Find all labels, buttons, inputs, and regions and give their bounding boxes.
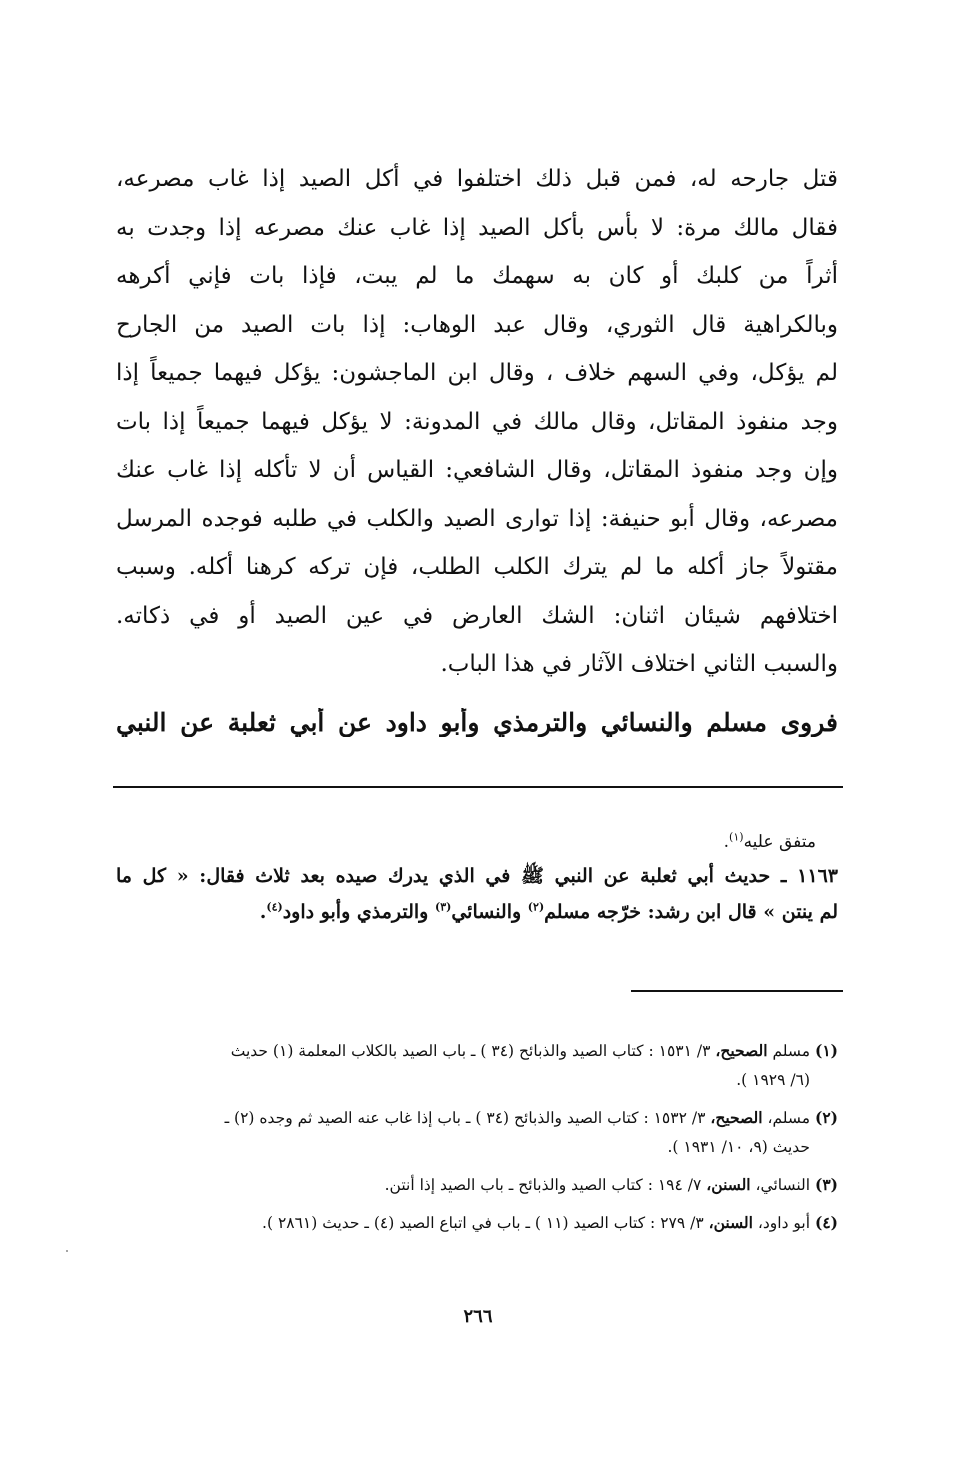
footnote-ref-number: ٣/ ١٥٣١ — [658, 1042, 711, 1060]
footnote-book: الصحيح، — [715, 1041, 768, 1060]
footnote-text: : كتاب الصيد والذبائح ـ باب الصيد إذا أنتن. — [384, 1176, 653, 1194]
body-line: وإن وجد منفوذ المقاتل، وقال الشافعي: القياس أن لا تأكله إذا غاب عنك — [116, 457, 838, 483]
hadith-text: والترمذي وأبو داود — [282, 901, 435, 923]
footnote-text: : كتاب الصيد والذبائح (٣٤ ) ـ باب الصيد بالكلاب المعلمة (١) حديث — [230, 1042, 654, 1060]
footnote-item — [108, 1036, 838, 1095]
page-number: ٢٦٦ — [463, 1306, 493, 1327]
note-intro — [116, 826, 838, 858]
hadith-line: ١١٦٣ ـ حديث أبي ثعلبة عن النبي ﷺ في الذي يدرك صيده بعد ثلاث فقال: « كل ما — [116, 865, 838, 887]
footnote-item — [108, 1208, 838, 1238]
footnote-continuation: حديث (٩، ١٠/ ١٩٣١ ). — [667, 1138, 810, 1156]
hadith-lead-line: فروى مسلم والنسائي والترمذي وأبو داود عن أبي ثعلبة عن النبي — [116, 708, 838, 737]
footnote-author: مسلم، — [767, 1109, 811, 1127]
body-line: لم يؤكل، وفي السهم خلاف ، وقال ابن الماجشون: يؤكل فيهما جميعاً إذا — [116, 360, 838, 386]
footnote-text: : كتاب الصيد والذبائح (٣٤ ) ـ باب إذا غاب عنه الصيد ثم وجده (٢) ـ — [224, 1109, 649, 1127]
footnote-book: السنن، — [706, 1175, 751, 1194]
note-intro-end: . — [723, 832, 730, 852]
hadith-line — [116, 894, 838, 930]
body-line: قتل جارحه له، فمن قبل ذلك اختلفوا في أكل الصيد إذا غاب مصرعه، — [116, 166, 838, 192]
footnote-ref: (٣) — [434, 900, 452, 914]
footnote-author: مسلم — [772, 1042, 811, 1060]
footnote-author: أبو داود، — [757, 1214, 811, 1232]
footnotes-list — [108, 1036, 838, 1246]
body-line: فقال مالك مرة: لا بأس بأكل الصيد إذا غاب عنك مصرعه إذا وجدت به — [116, 214, 838, 241]
footnote-ref-number: ٣/ ٢٧٩ — [660, 1214, 704, 1232]
footnote-ref: (٤) — [266, 900, 283, 914]
body-line: مصرعه، وقال أبو حنيفة: إذا توارى الصيد والكلب في طلبه فوجده المرسل — [116, 505, 838, 532]
footnote-ref: (١) — [729, 830, 744, 844]
footnote-book: السنن، — [708, 1213, 753, 1232]
body-line: وجد منفوذ المقاتل، وقال مالك في المدونة: لا يؤكل فيهما جميعاً إذا بات — [116, 408, 838, 435]
scan-speck — [66, 1250, 68, 1252]
body-line: اختلافهم شيئان اثنان: الشك العارض في عين الصيد أو في ذكاته. — [116, 602, 838, 629]
footnote-continuation: (٦/ ١٩٢٩ ). — [736, 1071, 810, 1089]
section-divider — [113, 786, 843, 788]
main-body-text — [116, 155, 838, 689]
body-line: أثراً من كلبك أو كان به سهمك ما لم يبت، فإذا بات فإني أكرهه — [116, 263, 838, 289]
footnote-ref-number: ٣/ ١٥٣٢ — [653, 1109, 706, 1127]
footnote-number: (٣) — [814, 1175, 838, 1194]
body-line: وبالكراهية قال الثوري، وقال عبد الوهاب: إذا بات الصيد من الجارح — [116, 311, 838, 338]
hadith-note-block — [116, 826, 838, 930]
footnote-text: : كتاب الصيد (١١ ) ـ باب في اتباع الصيد (٤) ـ حديث (٢٨٦١ ). — [262, 1214, 656, 1232]
footnote-number: (٢) — [814, 1108, 838, 1127]
hadith-text-end: . — [259, 901, 267, 923]
footnote-item — [108, 1170, 838, 1200]
footnote-ref-number: ٧/ ١٩٤ — [657, 1176, 702, 1194]
hadith-text: لم ينتن » قال ابن رشد: خرّجه مسلم — [544, 901, 838, 923]
footnote-number: (١) — [814, 1041, 838, 1060]
footnote-divider — [631, 990, 843, 992]
footnote-item — [108, 1103, 838, 1162]
hadith-text: والنسائي — [451, 901, 528, 923]
footnote-number: (٤) — [814, 1213, 838, 1232]
hadith-entry — [116, 858, 838, 930]
note-intro-text: متفق عليه — [743, 832, 816, 852]
body-line: مقتولاً جاز أكله ما لم يترك الكلب الطلب، فإن تركه كرهنا أكله. وسبب — [116, 554, 838, 580]
footnote-book: الصحيح، — [710, 1108, 763, 1127]
footnote-author: النسائي، — [755, 1176, 811, 1194]
body-line: والسبب الثاني اختلاف الآثار في هذا الباب. — [440, 651, 838, 677]
footnote-ref: (٢) — [527, 900, 545, 914]
